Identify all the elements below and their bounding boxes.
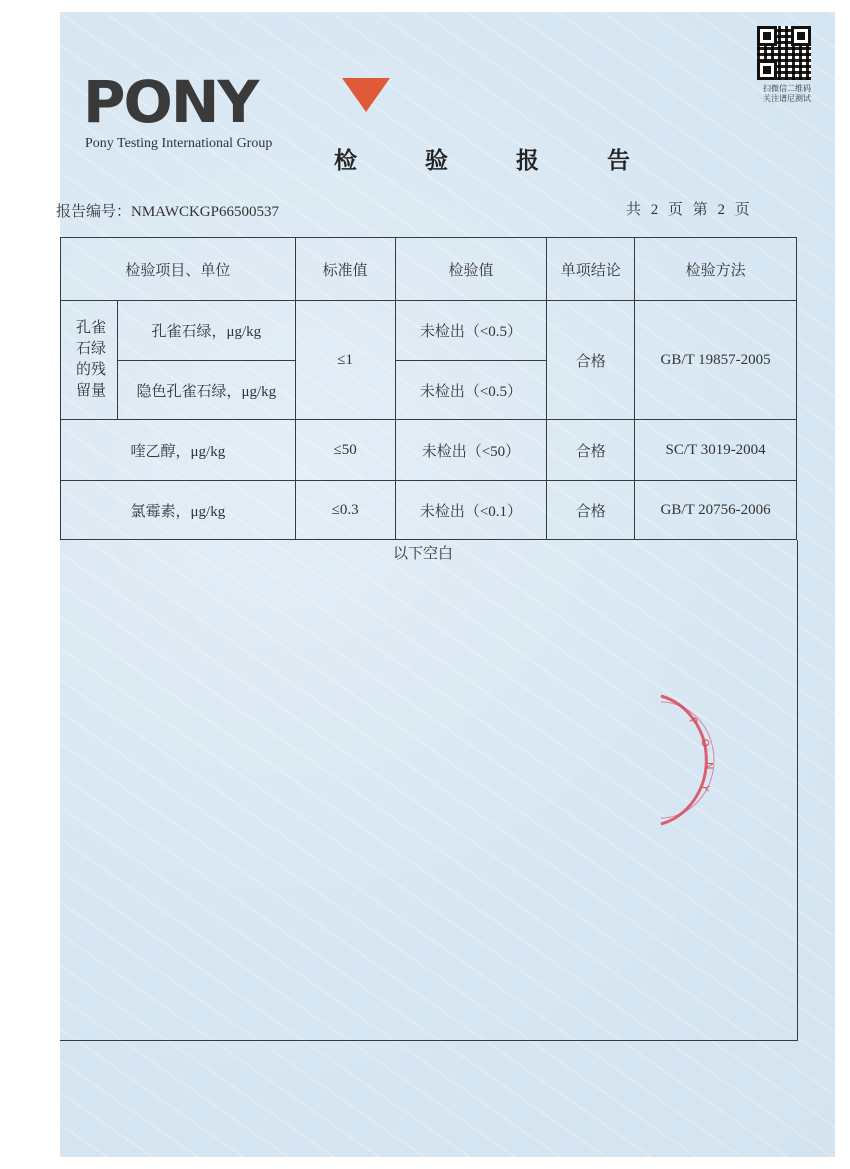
results-table xyxy=(60,237,797,540)
conclusion-cell: 合格 xyxy=(547,301,635,420)
report-number: 报告编号：NMAWCKGP66500537 xyxy=(56,204,279,220)
col-header-conclusion: 单项结论 xyxy=(547,238,635,301)
standard-cell: ≤0.3 xyxy=(295,481,395,540)
item-cell: 喹乙醇，μg/kg xyxy=(61,420,296,481)
value-cell: 未检出（<0.1） xyxy=(395,481,547,540)
value-cell: 未检出（<50） xyxy=(395,420,547,481)
method-cell: SC/T 3019-2004 xyxy=(635,420,797,481)
group-label: 孔雀石绿的残留量 xyxy=(61,301,118,420)
company-logo xyxy=(83,68,315,136)
value-cell: 未检出（<0.5） xyxy=(395,301,547,361)
col-header-method: 检验方法 xyxy=(635,238,797,301)
col-header-item: 检验项目、单位 xyxy=(61,238,296,301)
qr-code-icon xyxy=(757,26,811,80)
report-title: 检 验 报 告 xyxy=(334,148,661,174)
seal-stamp-icon xyxy=(653,690,719,830)
blank-below-note: 以下空白 xyxy=(393,546,454,562)
item-cell: 孔雀石绿，μg/kg xyxy=(117,301,295,361)
table-header-row xyxy=(61,238,797,301)
table-row xyxy=(61,481,797,540)
logo-wordmark: PONY xyxy=(83,68,258,136)
svg-text:N: N xyxy=(703,762,714,770)
table-row xyxy=(61,420,797,481)
qr-caption xyxy=(752,84,822,104)
table-row xyxy=(61,301,797,361)
qr-caption-line2: 关注谱尼测试 xyxy=(763,94,811,103)
standard-cell: ≤50 xyxy=(295,420,395,481)
page-margin xyxy=(0,0,60,1169)
col-header-standard: 标准值 xyxy=(295,238,395,301)
col-header-value: 检验值 xyxy=(395,238,547,301)
standard-cell: ≤1 xyxy=(295,301,395,420)
page-counter: 共 2 页 第 2 页 xyxy=(626,202,750,218)
svg-text:O: O xyxy=(698,737,711,749)
company-name: Pony Testing International Group xyxy=(85,136,273,151)
conclusion-cell: 合格 xyxy=(547,481,635,540)
svg-text:P: P xyxy=(686,716,699,727)
value-cell: 未检出（<0.5） xyxy=(395,361,547,420)
conclusion-cell: 合格 xyxy=(547,420,635,481)
item-cell: 隐色孔雀石绿，μg/kg xyxy=(117,361,295,420)
qr-caption-line1: 扫微信二维码 xyxy=(763,84,811,93)
svg-text:Y: Y xyxy=(698,783,711,792)
item-cell: 氯霉素，μg/kg xyxy=(61,481,296,540)
method-cell: GB/T 19857-2005 xyxy=(635,301,797,420)
logo-triangle-icon xyxy=(342,78,390,112)
method-cell: GB/T 20756-2006 xyxy=(635,481,797,540)
